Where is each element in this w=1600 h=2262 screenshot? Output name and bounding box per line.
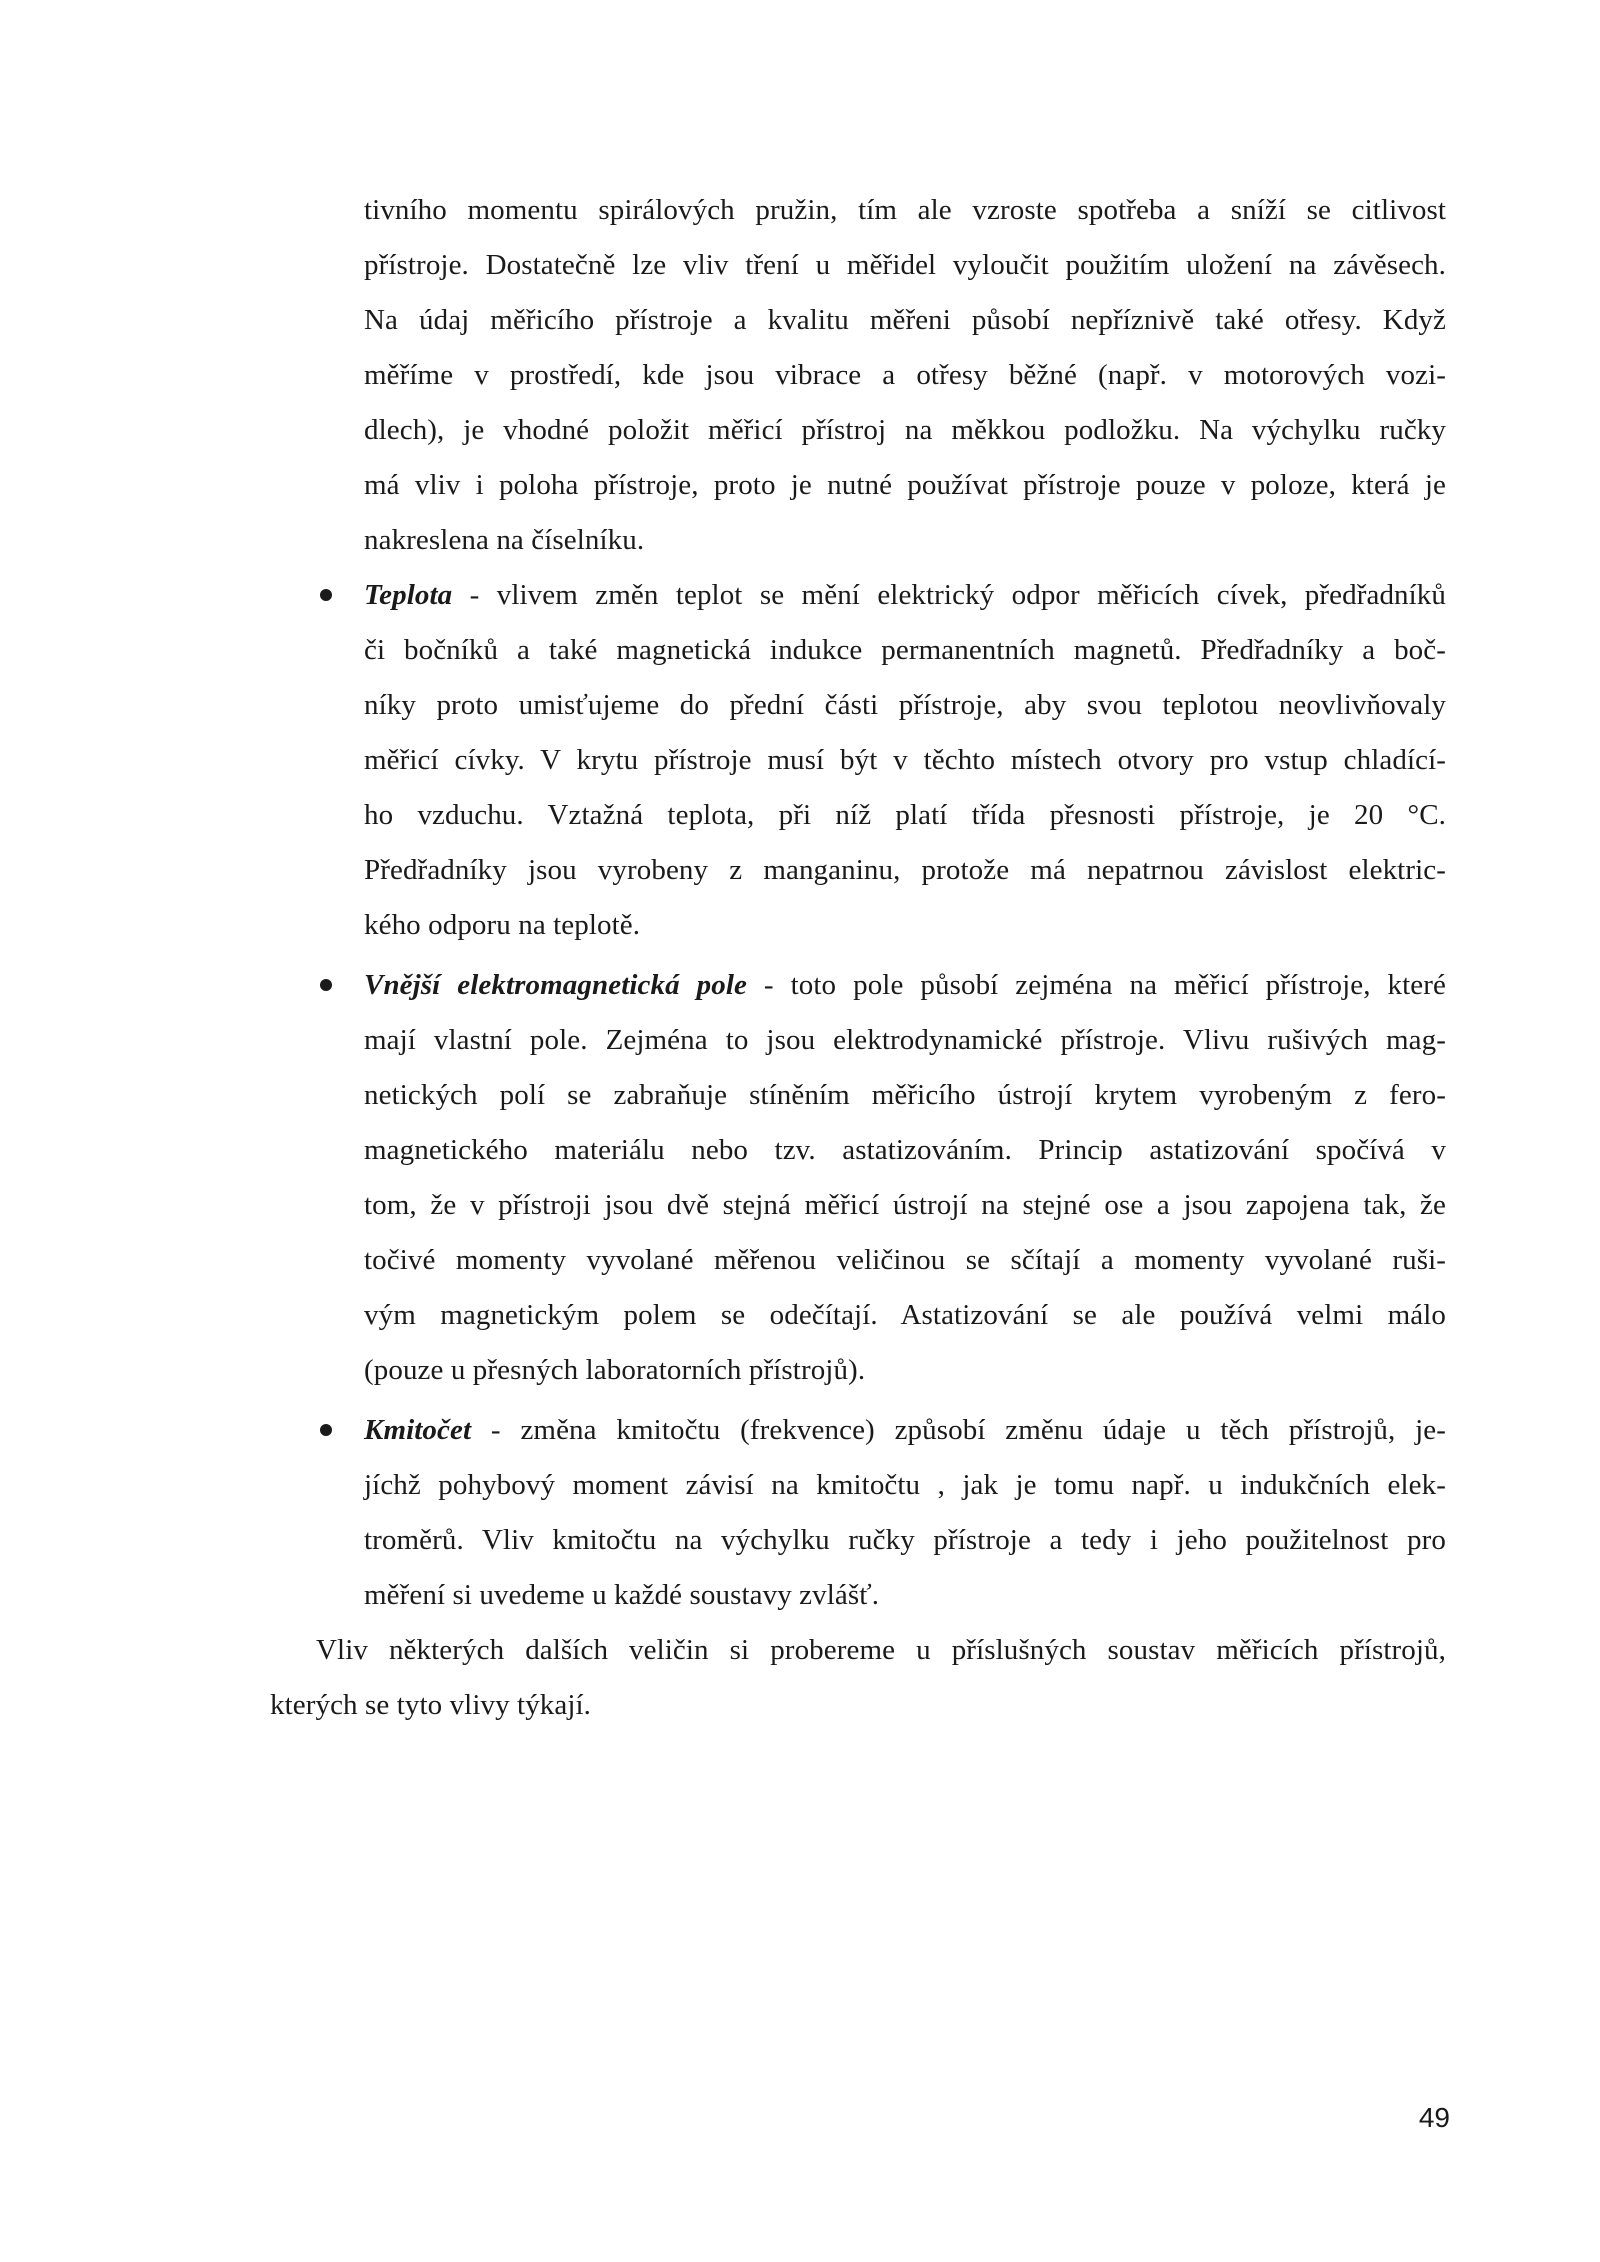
bullet-icon (320, 589, 332, 601)
list-item-line: vým magnetickým polem se odečítají. Astatizování se ale používá velmi málo (364, 1299, 1446, 1331)
list-item-line: netických polí se zabraňuje stíněním měřicího ústrojí krytem vyrobeným z fero- (364, 1079, 1446, 1111)
list-item-text: - změna kmitočtu (frekvence) způsobí změnu údaje u těch přístrojů, je- (471, 1414, 1446, 1446)
list-item-line: tom, že v přístroji jsou dvě stejná měřicí ústrojí na stejné ose a jsou zapojena tak, že (364, 1189, 1446, 1221)
intro-line: má vliv i poloha přístroje, proto je nutné používat přístroje pouze v poloze, která je (364, 469, 1446, 501)
list-item-line: (pouze u přesných laboratorních přístrojů). (364, 1354, 866, 1386)
list-item-line: níky proto umisťujeme do přední části přístroje, aby svou teplotou neovlivňovaly (364, 689, 1446, 721)
list-item-line: Předřadníky jsou vyrobeny z manganinu, protože má nepatrnou závislost elektric- (364, 854, 1446, 886)
page-number: 49 (1418, 2102, 1450, 2133)
bullet-icon (320, 979, 332, 991)
list-item-teplota-line (364, 575, 1446, 615)
list-item-line: měření si uvedeme u každé soustavy zvlášť. (364, 1579, 880, 1611)
term-kmitocet: Kmitočet (364, 1414, 472, 1446)
list-item-line: ho vzduchu. Vztažná teplota, při níž platí třída přesnosti přístroje, je 20 °C. (364, 799, 1446, 831)
list-item-line: troměrů. Vliv kmitočtu na výchylku ručky přístroje a tedy i jeho použitelnost pro (364, 1524, 1446, 1556)
bullet-icon (320, 1424, 332, 1436)
list-item-line: točivé momenty vyvolané měřenou veličinou se sčítají a momenty vyvolané ruši- (364, 1244, 1446, 1276)
list-item-line: mají vlastní pole. Zejména to jsou elektrodynamické přístroje. Vlivu rušivých mag- (364, 1024, 1446, 1056)
intro-line: dlech), je vhodné položit měřicí přístroj na měkkou podložku. Na výchylku ručky (364, 414, 1446, 446)
term-vnejsi-pole: Vnější elektromagnetická pole (364, 969, 747, 1001)
intro-line: tivního momentu spirálových pružin, tím ale vzroste spotřeba a sníží se citlivost (364, 194, 1446, 226)
list-item-line: měřicí cívky. V krytu přístroje musí být v těchto místech otvory pro vstup chladící- (364, 744, 1446, 776)
list-item-text: - vlivem změn teplot se mění elektrický odpor měřicích cívek, předřadníků (452, 579, 1446, 611)
intro-line: nakreslena na číselníku. (364, 524, 645, 556)
list-item-line: magnetického materiálu nebo tzv. astatizováním. Princip astatizování spočívá v (364, 1134, 1446, 1166)
list-item-line: či bočníků a také magnetická indukce permanentních magnetů. Předřadníky a boč- (364, 634, 1446, 666)
intro-line: přístroje. Dostatečně lze vliv tření u měřidel vyloučit použitím uložení na závěsech. (364, 249, 1446, 281)
list-item-kmitocet-line (364, 1410, 1446, 1450)
closing-line: kterých se tyto vlivy týkají. (270, 1689, 592, 1721)
term-teplota: Teplota (364, 579, 453, 611)
list-item-text: - toto pole působí zejména na měřicí přístroje, které (746, 969, 1446, 1001)
list-item-line: jíchž pohybový moment závisí na kmitočtu , jak je tomu např. u indukčních elek- (364, 1469, 1446, 1501)
intro-line: měříme v prostředí, kde jsou vibrace a otřesy běžné (např. v motorových vozi- (364, 359, 1446, 391)
list-item-pole-line (364, 965, 1446, 1005)
closing-line: Vliv některých dalších veličin si probereme u příslušných soustav měřicích přístrojů, (316, 1634, 1446, 1666)
intro-line: Na údaj měřicího přístroje a kvalitu měřeni působí nepříznivě také otřesy. Když (364, 304, 1446, 336)
list-item-line: kého odporu na teplotě. (364, 909, 641, 941)
